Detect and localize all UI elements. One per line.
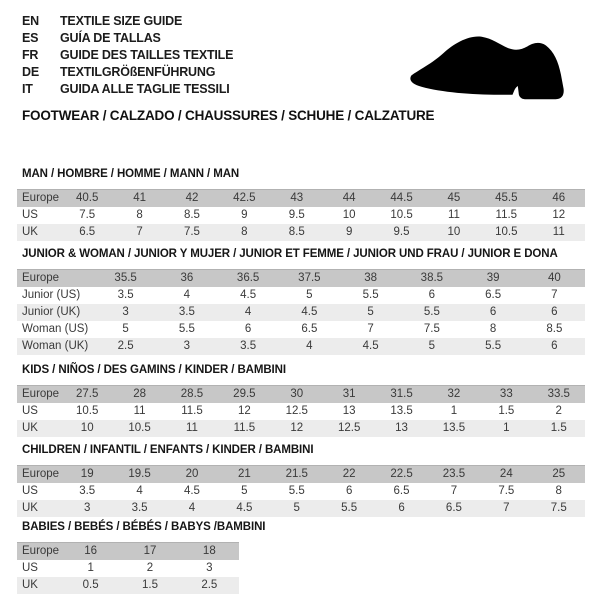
size-cell: 22.5 — [375, 465, 427, 483]
size-cell: 8.5 — [271, 224, 323, 241]
size-cell: 10.5 — [375, 207, 427, 224]
size-cell: 9 — [323, 224, 375, 241]
size-row-europe — [17, 269, 585, 287]
section-title-babies: BABIES / BEBÉS / BÉBÉS / BABYS /BAMBINI — [22, 521, 266, 533]
size-cell: 10.5 — [113, 420, 165, 437]
size-cell: 27.5 — [61, 385, 113, 403]
size-cell: 4 — [279, 338, 340, 355]
size-cell: 44.5 — [375, 189, 427, 207]
size-cell: 12 — [533, 207, 585, 224]
size-cell: 6 — [401, 287, 462, 304]
size-cell: 2.5 — [180, 577, 239, 594]
size-cell: 3 — [156, 338, 217, 355]
size-cell: 5.5 — [463, 338, 524, 355]
size-row-europe — [17, 465, 585, 483]
section-man — [17, 167, 585, 241]
size-cell: 8 — [218, 224, 270, 241]
size-cell: 2 — [533, 403, 585, 420]
row-label: Woman (US) — [17, 321, 95, 338]
row-label: Europe — [17, 189, 61, 207]
row-label: Europe — [17, 269, 95, 287]
size-cell: 3.5 — [156, 304, 217, 321]
size-cell: 3.5 — [61, 483, 113, 500]
language-code: EN — [22, 14, 39, 28]
size-cell: 6.5 — [463, 287, 524, 304]
size-cell: 11 — [533, 224, 585, 241]
size-cell: 4 — [156, 287, 217, 304]
size-cell: 1 — [480, 420, 532, 437]
size-cell: 5.5 — [340, 287, 401, 304]
size-cell: 36 — [156, 269, 217, 287]
size-cell: 28 — [113, 385, 165, 403]
size-cell: 31.5 — [375, 385, 427, 403]
size-cell: 10.5 — [480, 224, 532, 241]
size-table-children — [17, 465, 585, 517]
size-row-woman-us — [17, 321, 585, 338]
size-cell: 4 — [166, 500, 218, 517]
size-cell: 5.5 — [271, 483, 323, 500]
size-cell: 4.5 — [340, 338, 401, 355]
language-title-list — [22, 13, 233, 98]
size-cell: 3 — [95, 304, 156, 321]
size-cell: 5 — [218, 483, 270, 500]
size-cell: 8 — [113, 207, 165, 224]
size-cell: 2.5 — [95, 338, 156, 355]
size-cell: 45 — [428, 189, 480, 207]
size-cell: 6 — [524, 304, 585, 321]
section-children — [17, 443, 585, 517]
row-label: US — [17, 560, 61, 577]
size-cell: 5.5 — [156, 321, 217, 338]
size-cell: 7.5 — [533, 500, 585, 517]
size-cell: 4.5 — [279, 304, 340, 321]
language-label: TEXTILE SIZE GUIDE — [60, 14, 183, 28]
size-cell: 0.5 — [61, 577, 120, 594]
size-cell: 1.5 — [120, 577, 179, 594]
row-label: UK — [17, 577, 61, 594]
row-label: Junior (UK) — [17, 304, 95, 321]
size-row-europe — [17, 542, 239, 560]
size-cell: 10 — [61, 420, 113, 437]
language-label: TEXTILGRÖßENFÜHRUNG — [60, 65, 216, 79]
size-cell: 36.5 — [218, 269, 279, 287]
size-cell: 37.5 — [279, 269, 340, 287]
size-cell: 29.5 — [218, 385, 270, 403]
language-code: ES — [22, 31, 39, 45]
size-cell: 28.5 — [166, 385, 218, 403]
size-cell: 11.5 — [166, 403, 218, 420]
size-cell: 43 — [271, 189, 323, 207]
size-cell: 4 — [218, 304, 279, 321]
size-table-kids — [17, 385, 585, 437]
size-cell: 8.5 — [524, 321, 585, 338]
size-table-junior-woman — [17, 269, 585, 355]
size-cell: 11 — [428, 207, 480, 224]
size-cell: 33 — [480, 385, 532, 403]
language-row-en — [22, 13, 233, 30]
size-cell: 22 — [323, 465, 375, 483]
size-cell: 6.5 — [61, 224, 113, 241]
language-row-de — [22, 64, 233, 81]
shoe-silhouette-icon — [392, 20, 582, 108]
section-babies — [17, 520, 265, 594]
size-cell: 4.5 — [218, 287, 279, 304]
language-row-fr — [22, 47, 233, 64]
size-row-us — [17, 207, 585, 224]
size-row-us — [17, 483, 585, 500]
size-cell: 38 — [340, 269, 401, 287]
size-cell: 7 — [113, 224, 165, 241]
size-cell: 7 — [428, 483, 480, 500]
size-cell: 42 — [166, 189, 218, 207]
size-row-uk — [17, 224, 585, 241]
size-cell: 5.5 — [401, 304, 462, 321]
size-cell: 13 — [323, 403, 375, 420]
language-label: GUIDA ALLE TAGLIE TESSILI — [60, 82, 230, 96]
size-cell: 41 — [113, 189, 165, 207]
size-row-us — [17, 403, 585, 420]
language-code: FR — [22, 48, 39, 62]
size-row-uk — [17, 577, 239, 594]
size-table-man — [17, 189, 585, 241]
size-row-us — [17, 560, 239, 577]
size-cell: 10 — [428, 224, 480, 241]
section-title-children: CHILDREN / INFANTIL / ENFANTS / KINDER / BAMBINI — [22, 444, 314, 456]
size-cell: 12 — [271, 420, 323, 437]
section-junior-woman — [17, 247, 585, 355]
size-cell: 40.5 — [61, 189, 113, 207]
size-cell: 6 — [375, 500, 427, 517]
size-cell: 32 — [428, 385, 480, 403]
size-row-junior-us — [17, 287, 585, 304]
size-cell: 11 — [113, 403, 165, 420]
size-cell: 4.5 — [218, 500, 270, 517]
size-cell: 7.5 — [480, 483, 532, 500]
size-cell: 45.5 — [480, 189, 532, 207]
size-cell: 39 — [463, 269, 524, 287]
size-row-europe — [17, 385, 585, 403]
size-cell: 46 — [533, 189, 585, 207]
section-title-junior-woman: JUNIOR & WOMAN / JUNIOR Y MUJER / JUNIOR ET FEMME / JUNIOR UND FRAU / JUNIOR E DONA — [22, 248, 558, 260]
size-cell: 5 — [95, 321, 156, 338]
size-cell: 6.5 — [375, 483, 427, 500]
size-cell: 6 — [323, 483, 375, 500]
language-label: GUÍA DE TALLAS — [60, 31, 161, 45]
size-cell: 11 — [166, 420, 218, 437]
size-cell: 4 — [113, 483, 165, 500]
size-cell: 19 — [61, 465, 113, 483]
size-cell: 9.5 — [375, 224, 427, 241]
language-code: DE — [22, 65, 39, 79]
size-cell: 10.5 — [61, 403, 113, 420]
size-row-woman-uk — [17, 338, 585, 355]
size-cell: 5 — [271, 500, 323, 517]
row-label: Europe — [17, 385, 61, 403]
size-cell: 3.5 — [218, 338, 279, 355]
size-cell: 8 — [463, 321, 524, 338]
row-label: Woman (UK) — [17, 338, 95, 355]
size-cell: 1.5 — [533, 420, 585, 437]
size-cell: 12 — [218, 403, 270, 420]
row-label: UK — [17, 420, 61, 437]
size-cell: 35.5 — [95, 269, 156, 287]
size-cell: 7.5 — [166, 224, 218, 241]
category-title: FOOTWEAR / CALZADO / CHAUSSURES / SCHUHE / CALZATURE — [22, 108, 435, 123]
size-cell: 3.5 — [113, 500, 165, 517]
size-cell: 8.5 — [166, 207, 218, 224]
language-code: IT — [22, 82, 33, 96]
row-label: Europe — [17, 465, 61, 483]
size-cell: 7 — [524, 287, 585, 304]
size-cell: 24 — [480, 465, 532, 483]
size-cell: 6 — [463, 304, 524, 321]
row-label: US — [17, 483, 61, 500]
size-cell: 6 — [218, 321, 279, 338]
size-cell: 18 — [180, 542, 239, 560]
size-cell: 21 — [218, 465, 270, 483]
size-cell: 5 — [279, 287, 340, 304]
size-row-uk — [17, 500, 585, 517]
size-cell: 5 — [401, 338, 462, 355]
size-cell: 7.5 — [401, 321, 462, 338]
size-cell: 23.5 — [428, 465, 480, 483]
size-cell: 9.5 — [271, 207, 323, 224]
size-cell: 30 — [271, 385, 323, 403]
size-cell: 5 — [340, 304, 401, 321]
size-cell: 4.5 — [166, 483, 218, 500]
row-label: Junior (US) — [17, 287, 95, 304]
size-cell: 33.5 — [533, 385, 585, 403]
size-cell: 6.5 — [428, 500, 480, 517]
size-cell: 5.5 — [323, 500, 375, 517]
size-cell: 1 — [428, 403, 480, 420]
size-cell: 38.5 — [401, 269, 462, 287]
row-label: UK — [17, 224, 61, 241]
row-label: UK — [17, 500, 61, 517]
size-cell: 13.5 — [375, 403, 427, 420]
size-cell: 2 — [120, 560, 179, 577]
size-cell: 25 — [533, 465, 585, 483]
size-cell: 40 — [524, 269, 585, 287]
size-cell: 19.5 — [113, 465, 165, 483]
section-kids — [17, 363, 585, 437]
size-cell: 6 — [524, 338, 585, 355]
size-row-uk — [17, 420, 585, 437]
size-cell: 1 — [61, 560, 120, 577]
language-row-es — [22, 30, 233, 47]
row-label: US — [17, 207, 61, 224]
size-cell: 7 — [340, 321, 401, 338]
size-cell: 11.5 — [480, 207, 532, 224]
size-cell: 31 — [323, 385, 375, 403]
size-cell: 3.5 — [95, 287, 156, 304]
size-cell: 3 — [61, 500, 113, 517]
row-label: Europe — [17, 542, 61, 560]
size-cell: 3 — [180, 560, 239, 577]
row-label: US — [17, 403, 61, 420]
size-cell: 6.5 — [279, 321, 340, 338]
size-cell: 21.5 — [271, 465, 323, 483]
size-cell: 9 — [218, 207, 270, 224]
size-row-junior-uk — [17, 304, 585, 321]
size-row-europe — [17, 189, 585, 207]
section-title-man: MAN / HOMBRE / HOMME / MANN / MAN — [22, 168, 240, 180]
language-row-it — [22, 81, 233, 98]
size-table-babies — [17, 542, 239, 594]
size-cell: 10 — [323, 207, 375, 224]
size-cell: 12.5 — [271, 403, 323, 420]
size-cell: 12.5 — [323, 420, 375, 437]
size-cell: 11.5 — [218, 420, 270, 437]
size-cell: 7.5 — [61, 207, 113, 224]
size-cell: 1.5 — [480, 403, 532, 420]
size-cell: 20 — [166, 465, 218, 483]
size-cell: 16 — [61, 542, 120, 560]
size-cell: 42.5 — [218, 189, 270, 207]
size-cell: 44 — [323, 189, 375, 207]
size-cell: 8 — [533, 483, 585, 500]
size-cell: 7 — [480, 500, 532, 517]
size-cell: 13 — [375, 420, 427, 437]
section-title-kids: KIDS / NIÑOS / DES GAMINS / KINDER / BAMBINI — [22, 364, 286, 376]
size-cell: 13.5 — [428, 420, 480, 437]
language-label: GUIDE DES TAILLES TEXTILE — [60, 48, 234, 62]
size-cell: 17 — [120, 542, 179, 560]
